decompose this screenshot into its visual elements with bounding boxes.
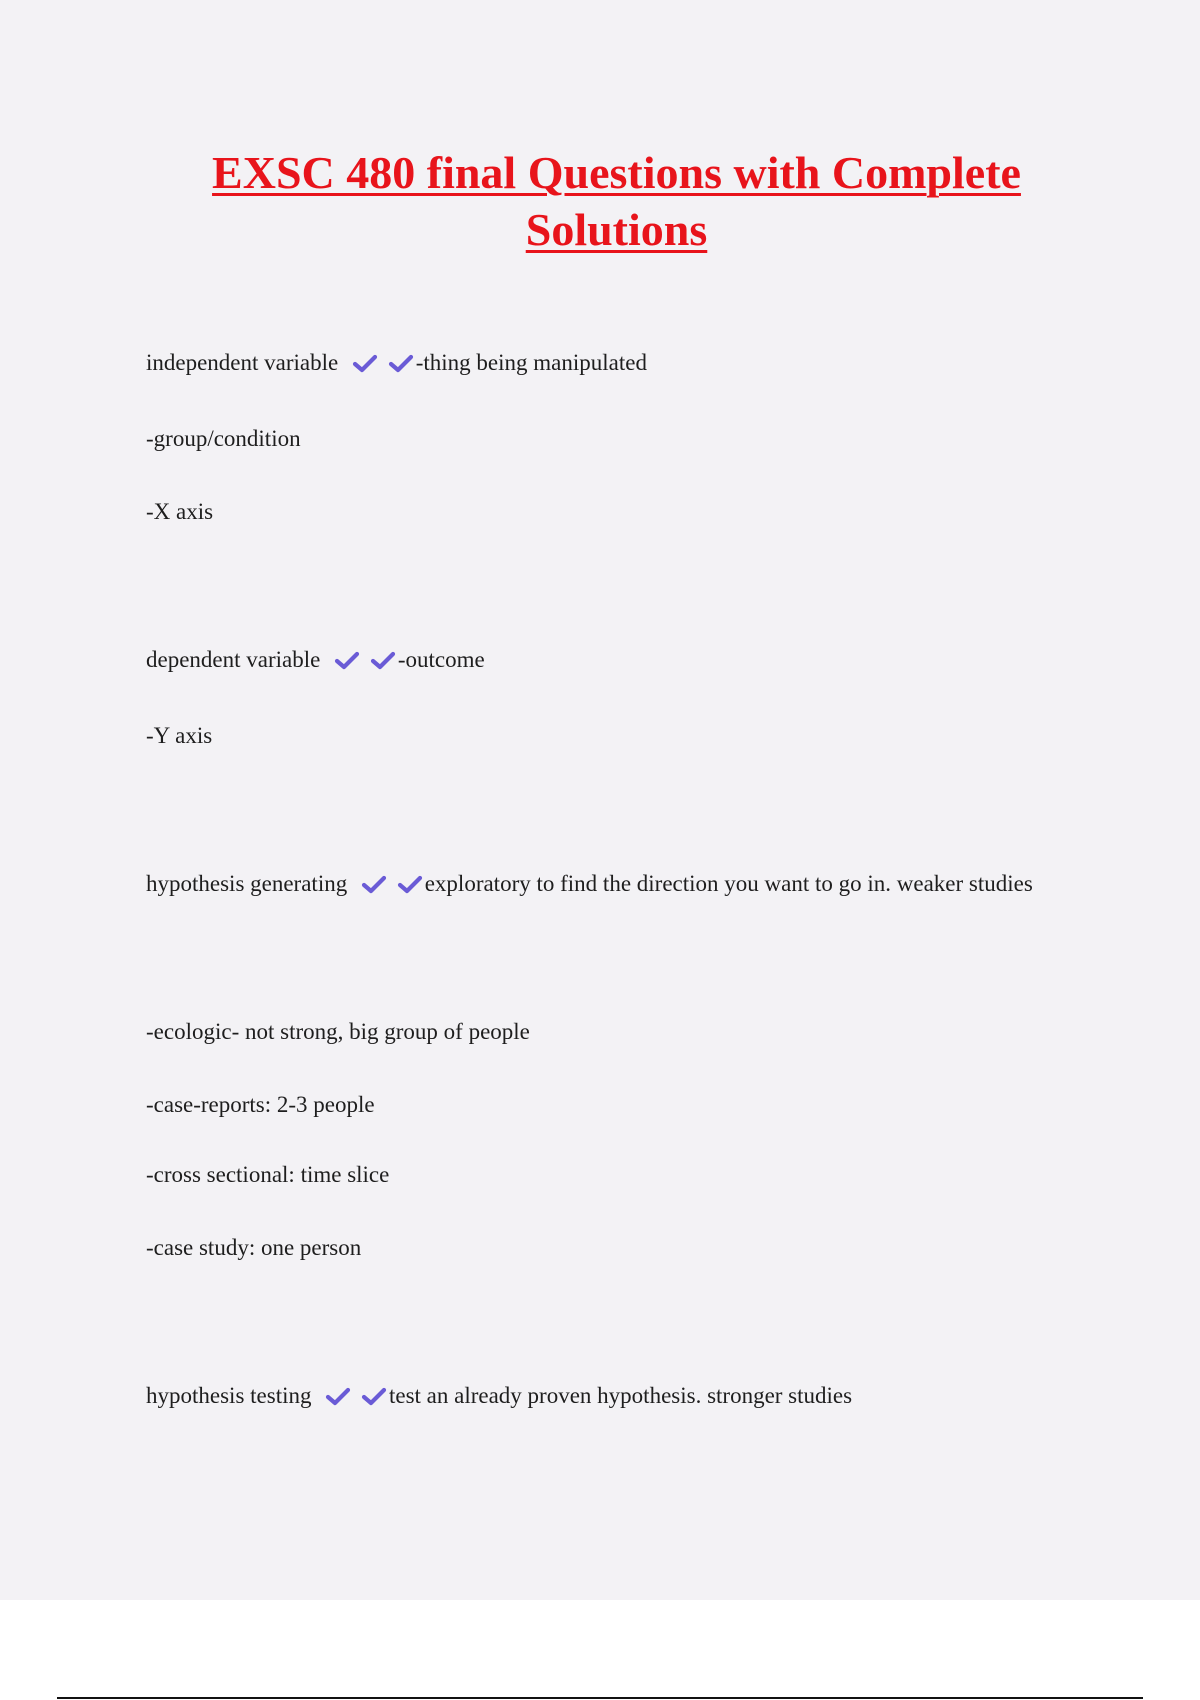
answer-line: -cross sectional: time slice — [146, 1162, 390, 1187]
answer-line: -ecologic- not strong, big group of people — [146, 1019, 530, 1044]
answer-line: -case-reports: 2-3 people — [146, 1092, 375, 1117]
double-checkmark-icon — [334, 645, 396, 675]
double-checkmark-icon — [361, 869, 423, 899]
qa-item — [146, 348, 647, 378]
question-term: hypothesis testing — [146, 1383, 312, 1408]
answer-line: -group/condition — [146, 426, 301, 451]
document-title: EXSC 480 final Questions with Complete Solutions — [212, 147, 1021, 255]
qa-item — [146, 869, 1033, 899]
footer-divider — [57, 1697, 1143, 1699]
answer-line: -X axis — [146, 499, 214, 524]
question-term: independent variable — [146, 350, 339, 375]
double-checkmark-icon — [325, 1381, 387, 1411]
qa-item — [146, 645, 485, 675]
qa-item — [146, 1381, 852, 1411]
answer-text: test an already proven hypothesis. stronger studies — [388, 1383, 853, 1408]
answer-line: -case study: one person — [146, 1235, 362, 1260]
answer-text: -outcome — [397, 647, 485, 672]
answer-text: exploratory to find the direction you want to go in. weaker studies — [424, 871, 1033, 896]
answer-line: -Y axis — [146, 723, 213, 748]
question-term: dependent variable — [146, 647, 321, 672]
answer-text: -thing being manipulated — [415, 350, 647, 375]
double-checkmark-icon — [352, 348, 414, 378]
question-term: hypothesis generating — [146, 871, 348, 896]
